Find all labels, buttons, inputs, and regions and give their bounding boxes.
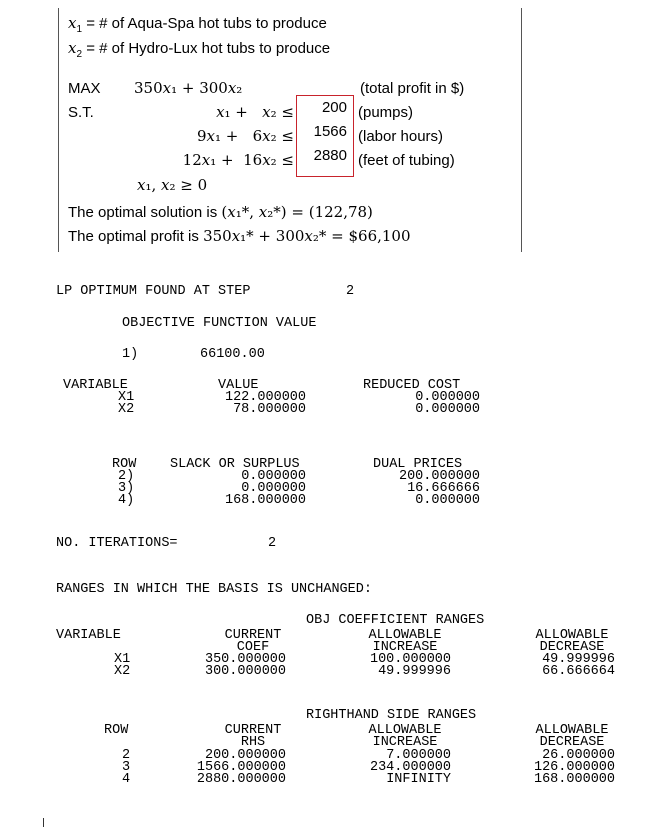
nonnegativity-constraint: 𝑥₁, 𝑥₂ ≥ 0 <box>137 176 208 194</box>
var-header-variable: VARIABLE <box>63 378 128 393</box>
table-row-obj-current: 350.000000 <box>204 652 286 667</box>
constraint-rhs-tubing: 2880 <box>313 147 347 164</box>
table-row-rhs-decrease: 126.000000 <box>533 760 615 775</box>
optimal-solution-line: The optimal solution is (𝑥₁*, 𝑥₂*) = (122,78) <box>68 203 373 221</box>
iterations-label: NO. ITERATIONS= <box>56 536 178 551</box>
objective-heading: OBJECTIVE FUNCTION VALUE <box>122 316 317 331</box>
table-row-var-name: X2 <box>118 402 135 417</box>
table-row-var-reduced-cost: 0.000000 <box>415 390 480 405</box>
constraint-note-pumps: (pumps) <box>358 104 414 121</box>
optimal-profit-line: The optimal profit is 350𝑥₁* + 300𝑥₂* = $66,100 <box>68 227 411 245</box>
rhs-header-allowable-dec: ALLOWABLE <box>535 723 609 738</box>
objective-row-label: 1) <box>122 347 139 362</box>
table-row-rhs-increase: INFINITY <box>386 772 451 787</box>
objective-note: (total profit in $) <box>360 80 465 97</box>
constraint-lhs-tubing: 12𝑥₁ + 16𝑥₂ ≤ <box>182 151 294 169</box>
constraint-rhs-labor: 1566 <box>313 123 347 140</box>
rhs-header-decrease: DECREASE <box>539 735 605 750</box>
rhs-header-rhs: RHS <box>240 735 266 750</box>
constraint-rhs-pumps: 200 <box>321 99 347 116</box>
obj-header-decrease: DECREASE <box>539 640 605 655</box>
row-header-slack: SLACK OR SURPLUS <box>170 457 300 472</box>
table-row-rhs-decrease: 26.000000 <box>542 748 615 763</box>
table-row-row-label: 2) <box>118 469 135 484</box>
table-row-rhs-current: 2880.000000 <box>196 772 286 787</box>
obj-header-increase: INCREASE <box>372 640 438 655</box>
objective-expression: 350𝑥₁ + 300𝑥₂ <box>134 79 243 97</box>
table-row-row-label: 3) <box>118 481 135 496</box>
table-row-var-value: 122.000000 <box>224 390 306 405</box>
table-row-obj-increase: 49.999996 <box>378 664 451 679</box>
table-row-obj-decrease: 66.666664 <box>542 664 615 679</box>
table-row-rhs-row: 3 <box>122 760 131 775</box>
rhs-header-current: CURRENT <box>224 723 282 738</box>
rhs-header-allowable-inc: ALLOWABLE <box>368 723 442 738</box>
table-row-obj-decrease: 49.999996 <box>542 652 615 667</box>
table-row-rhs-current: 200.000000 <box>204 748 286 763</box>
var-header-reduced-cost: REDUCED COST <box>363 378 461 393</box>
variable-definition-x2: $x_2$ = # of Hydro-Lux hot tubs to produce <box>68 39 331 60</box>
objective-value: 66100.00 <box>200 347 265 362</box>
constraint-lhs-pumps: 𝑥₁ + 𝑥₂ ≤ <box>216 103 294 121</box>
table-row-rhs-increase: 234.000000 <box>369 760 451 775</box>
table-row-slack: 168.000000 <box>224 493 306 508</box>
table-row-var-name: X1 <box>118 390 135 405</box>
table-row-obj-current: 300.000000 <box>204 664 286 679</box>
obj-header-coef: COEF <box>236 640 270 655</box>
variable-definition-x1: $x_1$ = # of Aqua-Spa hot tubs to produce <box>68 14 327 35</box>
table-row-dual: 16.666666 <box>407 481 480 496</box>
obj-ranges-title: OBJ COEFFICIENT RANGES <box>306 613 485 628</box>
obj-header-variable: VARIABLE <box>56 628 121 643</box>
table-row-obj-name: X2 <box>114 664 131 679</box>
table-row-dual: 200.000000 <box>398 469 480 484</box>
table-row-dual: 0.000000 <box>415 493 480 508</box>
rhs-header-increase: INCREASE <box>372 735 438 750</box>
ranges-heading: RANGES IN WHICH THE BASIS IS UNCHANGED: <box>56 582 372 597</box>
table-row-rhs-current: 1566.000000 <box>196 760 286 775</box>
table-row-rhs-row: 2 <box>122 748 131 763</box>
table-row-slack: 0.000000 <box>241 481 306 496</box>
obj-header-current: CURRENT <box>224 628 282 643</box>
iterations-value: 2 <box>268 536 277 551</box>
table-row-obj-increase: 100.000000 <box>369 652 451 667</box>
table-row-rhs-row: 4 <box>122 772 131 787</box>
constraint-note-tubing: (feet of tubing) <box>358 152 455 169</box>
table-row-rhs-decrease: 168.000000 <box>533 772 615 787</box>
table-row-var-reduced-cost: 0.000000 <box>415 402 480 417</box>
text-cursor-mark <box>43 818 44 827</box>
table-row-obj-name: X1 <box>114 652 131 667</box>
obj-header-allowable-inc: ALLOWABLE <box>368 628 442 643</box>
table-row-slack: 0.000000 <box>241 469 306 484</box>
rhs-header-row: ROW <box>104 723 129 738</box>
table-row-var-value: 78.000000 <box>233 402 306 417</box>
st-label: S.T. <box>68 104 94 121</box>
rhs-ranges-title: RIGHTHAND SIDE RANGES <box>306 708 477 723</box>
optimum-step-value: 2 <box>346 284 355 299</box>
obj-header-allowable-dec: ALLOWABLE <box>535 628 609 643</box>
row-header-row: ROW <box>112 457 137 472</box>
max-label: MAX <box>68 80 101 97</box>
table-row-row-label: 4) <box>118 493 135 508</box>
constraint-note-labor: (labor hours) <box>358 128 444 145</box>
constraint-lhs-labor: 9𝑥₁ + 6𝑥₂ ≤ <box>196 127 294 145</box>
rhs-highlight-box <box>296 95 354 177</box>
var-header-value: VALUE <box>218 378 259 393</box>
row-header-dual: DUAL PRICES <box>373 457 463 472</box>
table-row-rhs-increase: 7.000000 <box>386 748 451 763</box>
optimum-found-label: LP OPTIMUM FOUND AT STEP <box>56 284 251 299</box>
